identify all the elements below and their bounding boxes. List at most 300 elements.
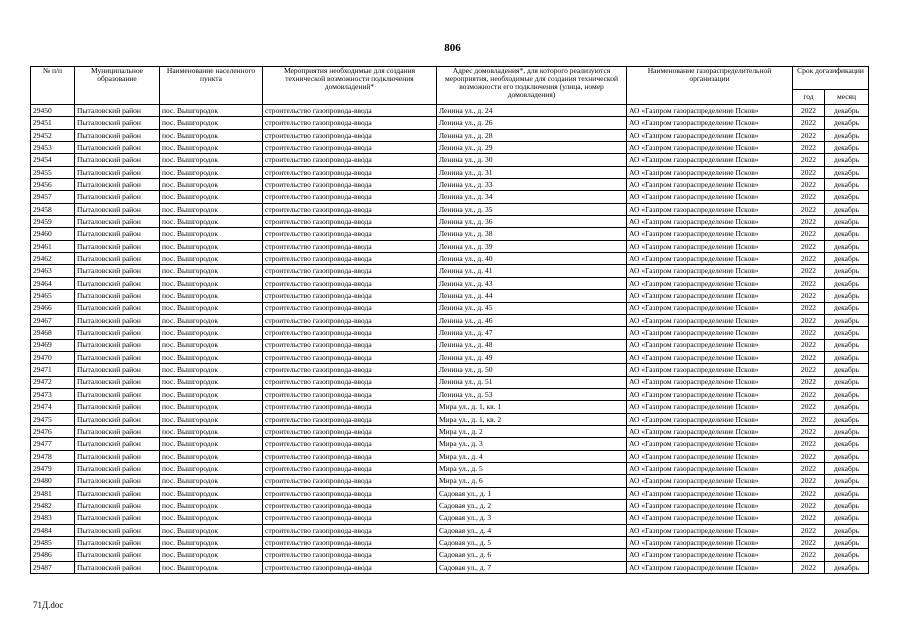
cell-organization: АО «Газпром газораспределение Псков»	[627, 401, 793, 413]
cell-organization: АО «Газпром газораспределение Псков»	[627, 475, 793, 487]
cell-municipality: Пыталовский район	[75, 351, 160, 363]
cell-organization: АО «Газпром газораспределение Псков»	[627, 561, 793, 573]
cell-num: 29457	[31, 191, 75, 203]
cell-measure: строительство газопровода-ввода	[263, 253, 437, 265]
cell-organization: АО «Газпром газораспределение Псков»	[627, 154, 793, 166]
cell-num: 29450	[31, 105, 75, 117]
cell-address: Ленина ул., д. 24	[437, 105, 627, 117]
cell-year: 2022	[793, 487, 825, 499]
table-row	[31, 105, 869, 117]
header-measures: Мероприятия необходимые для создания технической возможности подключения домовладений*	[263, 67, 437, 105]
cell-year: 2022	[793, 314, 825, 326]
cell-organization: АО «Газпром газораспределение Псков»	[627, 240, 793, 252]
cell-year: 2022	[793, 500, 825, 512]
cell-num: 29481	[31, 487, 75, 499]
cell-month: декабрь	[825, 240, 869, 252]
cell-num: 29479	[31, 462, 75, 474]
cell-month: декабрь	[825, 314, 869, 326]
cell-measure: строительство газопровода-ввода	[263, 376, 437, 388]
cell-month: декабрь	[825, 500, 869, 512]
table-row	[31, 166, 869, 178]
cell-num: 29467	[31, 314, 75, 326]
header-municipality: Муниципальное образование	[75, 67, 160, 105]
cell-measure: строительство газопровода-ввода	[263, 462, 437, 474]
table-row	[31, 512, 869, 524]
cell-measure: строительство газопровода-ввода	[263, 413, 437, 425]
cell-measure: строительство газопровода-ввода	[263, 487, 437, 499]
table-row	[31, 339, 869, 351]
cell-municipality: Пыталовский район	[75, 203, 160, 215]
cell-municipality: Пыталовский район	[75, 364, 160, 376]
cell-year: 2022	[793, 277, 825, 289]
cell-address: Садовая ул., д. 1	[437, 487, 627, 499]
cell-month: декабрь	[825, 475, 869, 487]
cell-municipality: Пыталовский район	[75, 413, 160, 425]
cell-address: Мира ул., д. 2	[437, 425, 627, 437]
cell-municipality: Пыталовский район	[75, 500, 160, 512]
cell-settlement: пос. Вышгородок	[160, 154, 263, 166]
cell-settlement: пос. Вышгородок	[160, 376, 263, 388]
cell-num: 29483	[31, 512, 75, 524]
cell-measure: строительство газопровода-ввода	[263, 425, 437, 437]
cell-num: 29480	[31, 475, 75, 487]
table-row	[31, 154, 869, 166]
cell-measure: строительство газопровода-ввода	[263, 450, 437, 462]
cell-month: декабрь	[825, 203, 869, 215]
cell-address: Садовая ул., д. 6	[437, 549, 627, 561]
cell-address: Садовая ул., д. 4	[437, 524, 627, 536]
cell-measure: строительство газопровода-ввода	[263, 351, 437, 363]
cell-measure: строительство газопровода-ввода	[263, 228, 437, 240]
table-row	[31, 290, 869, 302]
table-row	[31, 327, 869, 339]
cell-month: декабрь	[825, 327, 869, 339]
cell-settlement: пос. Вышгородок	[160, 537, 263, 549]
cell-year: 2022	[793, 475, 825, 487]
cell-address: Садовая ул., д. 7	[437, 561, 627, 573]
cell-municipality: Пыталовский район	[75, 561, 160, 573]
cell-settlement: пос. Вышгородок	[160, 339, 263, 351]
cell-measure: строительство газопровода-ввода	[263, 179, 437, 191]
cell-address: Ленина ул., д. 39	[437, 240, 627, 252]
cell-municipality: Пыталовский район	[75, 142, 160, 154]
cell-address: Ленина ул., д. 49	[437, 351, 627, 363]
cell-settlement: пос. Вышгородок	[160, 364, 263, 376]
cell-municipality: Пыталовский район	[75, 450, 160, 462]
table-row	[31, 191, 869, 203]
table-row	[31, 425, 869, 437]
cell-month: декабрь	[825, 537, 869, 549]
cell-measure: строительство газопровода-ввода	[263, 401, 437, 413]
cell-month: декабрь	[825, 561, 869, 573]
cell-year: 2022	[793, 425, 825, 437]
cell-settlement: пос. Вышгородок	[160, 314, 263, 326]
table-row	[31, 413, 869, 425]
cell-organization: АО «Газпром газораспределение Псков»	[627, 487, 793, 499]
cell-organization: АО «Газпром газораспределение Псков»	[627, 191, 793, 203]
cell-num: 29469	[31, 339, 75, 351]
cell-organization: АО «Газпром газораспределение Псков»	[627, 413, 793, 425]
cell-municipality: Пыталовский район	[75, 154, 160, 166]
cell-organization: АО «Газпром газораспределение Псков»	[627, 549, 793, 561]
cell-num: 29487	[31, 561, 75, 573]
cell-organization: АО «Газпром газораспределение Псков»	[627, 117, 793, 129]
cell-month: декабрь	[825, 388, 869, 400]
cell-month: декабрь	[825, 302, 869, 314]
cell-address: Мира ул., д. 1, кв. 2	[437, 413, 627, 425]
cell-month: декабрь	[825, 450, 869, 462]
cell-num: 29476	[31, 425, 75, 437]
cell-organization: АО «Газпром газораспределение Псков»	[627, 290, 793, 302]
cell-num: 29486	[31, 549, 75, 561]
cell-num: 29453	[31, 142, 75, 154]
cell-measure: строительство газопровода-ввода	[263, 105, 437, 117]
cell-organization: АО «Газпром газораспределение Псков»	[627, 339, 793, 351]
cell-municipality: Пыталовский район	[75, 105, 160, 117]
cell-measure: строительство газопровода-ввода	[263, 364, 437, 376]
cell-address: Ленина ул., д. 46	[437, 314, 627, 326]
cell-month: декабрь	[825, 290, 869, 302]
cell-address: Ленина ул., д. 33	[437, 179, 627, 191]
cell-organization: АО «Газпром газораспределение Псков»	[627, 142, 793, 154]
cell-month: декабрь	[825, 364, 869, 376]
cell-municipality: Пыталовский район	[75, 129, 160, 141]
cell-organization: АО «Газпром газораспределение Псков»	[627, 203, 793, 215]
cell-month: декабрь	[825, 117, 869, 129]
cell-year: 2022	[793, 105, 825, 117]
cell-municipality: Пыталовский район	[75, 277, 160, 289]
cell-address: Мира ул., д. 4	[437, 450, 627, 462]
cell-month: декабрь	[825, 425, 869, 437]
cell-year: 2022	[793, 203, 825, 215]
cell-num: 29471	[31, 364, 75, 376]
cell-settlement: пос. Вышгородок	[160, 500, 263, 512]
cell-month: декабрь	[825, 351, 869, 363]
cell-settlement: пос. Вышгородок	[160, 401, 263, 413]
table-row	[31, 302, 869, 314]
cell-municipality: Пыталовский район	[75, 228, 160, 240]
cell-settlement: пос. Вышгородок	[160, 302, 263, 314]
cell-month: декабрь	[825, 376, 869, 388]
cell-settlement: пос. Вышгородок	[160, 425, 263, 437]
cell-address: Ленина ул., д. 44	[437, 290, 627, 302]
footer-filename: 71Д.doc	[33, 600, 64, 610]
table-row	[31, 438, 869, 450]
cell-month: декабрь	[825, 228, 869, 240]
cell-num: 29456	[31, 179, 75, 191]
cell-measure: строительство газопровода-ввода	[263, 475, 437, 487]
cell-num: 29462	[31, 253, 75, 265]
table-row	[31, 216, 869, 228]
table-row	[31, 475, 869, 487]
cell-municipality: Пыталовский район	[75, 179, 160, 191]
cell-year: 2022	[793, 561, 825, 573]
cell-settlement: пос. Вышгородок	[160, 228, 263, 240]
cell-month: декабрь	[825, 277, 869, 289]
cell-organization: АО «Газпром газораспределение Псков»	[627, 512, 793, 524]
cell-num: 29458	[31, 203, 75, 215]
table-row	[31, 265, 869, 277]
cell-year: 2022	[793, 166, 825, 178]
cell-num: 29468	[31, 327, 75, 339]
cell-year: 2022	[793, 537, 825, 549]
cell-num: 29474	[31, 401, 75, 413]
cell-organization: АО «Газпром газораспределение Псков»	[627, 364, 793, 376]
header-settlement: Наименование населенного пункта	[160, 67, 263, 105]
table-row	[31, 179, 869, 191]
cell-settlement: пос. Вышгородок	[160, 105, 263, 117]
cell-municipality: Пыталовский район	[75, 290, 160, 302]
cell-address: Ленина ул., д. 53	[437, 388, 627, 400]
cell-month: декабрь	[825, 549, 869, 561]
cell-month: декабрь	[825, 512, 869, 524]
cell-year: 2022	[793, 129, 825, 141]
cell-year: 2022	[793, 462, 825, 474]
cell-address: Ленина ул., д. 47	[437, 327, 627, 339]
cell-settlement: пос. Вышгородок	[160, 487, 263, 499]
table-row	[31, 376, 869, 388]
cell-settlement: пос. Вышгородок	[160, 351, 263, 363]
cell-address: Ленина ул., д. 41	[437, 265, 627, 277]
cell-measure: строительство газопровода-ввода	[263, 154, 437, 166]
cell-year: 2022	[793, 327, 825, 339]
cell-organization: АО «Газпром газораспределение Псков»	[627, 216, 793, 228]
cell-num: 29459	[31, 216, 75, 228]
cell-organization: АО «Газпром газораспределение Псков»	[627, 450, 793, 462]
cell-municipality: Пыталовский район	[75, 512, 160, 524]
cell-settlement: пос. Вышгородок	[160, 450, 263, 462]
cell-municipality: Пыталовский район	[75, 425, 160, 437]
cell-num: 29470	[31, 351, 75, 363]
cell-settlement: пос. Вышгородок	[160, 475, 263, 487]
cell-month: декабрь	[825, 253, 869, 265]
cell-year: 2022	[793, 549, 825, 561]
cell-municipality: Пыталовский район	[75, 191, 160, 203]
cell-year: 2022	[793, 524, 825, 536]
cell-settlement: пос. Вышгородок	[160, 216, 263, 228]
cell-organization: АО «Газпром газораспределение Псков»	[627, 351, 793, 363]
table-row	[31, 351, 869, 363]
cell-year: 2022	[793, 216, 825, 228]
table-row	[31, 561, 869, 573]
cell-address: Ленина ул., д. 45	[437, 302, 627, 314]
cell-num: 29461	[31, 240, 75, 252]
cell-address: Ленина ул., д. 36	[437, 216, 627, 228]
cell-address: Садовая ул., д. 2	[437, 500, 627, 512]
cell-year: 2022	[793, 117, 825, 129]
cell-measure: строительство газопровода-ввода	[263, 549, 437, 561]
cell-address: Ленина ул., д. 40	[437, 253, 627, 265]
table-row	[31, 524, 869, 536]
cell-measure: строительство газопровода-ввода	[263, 524, 437, 536]
cell-month: декабрь	[825, 179, 869, 191]
table-row	[31, 142, 869, 154]
cell-settlement: пос. Вышгородок	[160, 413, 263, 425]
cell-organization: АО «Газпром газораспределение Псков»	[627, 314, 793, 326]
table-row	[31, 253, 869, 265]
cell-num: 29460	[31, 228, 75, 240]
cell-measure: строительство газопровода-ввода	[263, 216, 437, 228]
cell-measure: строительство газопровода-ввода	[263, 277, 437, 289]
table-row	[31, 462, 869, 474]
cell-measure: строительство газопровода-ввода	[263, 203, 437, 215]
cell-measure: строительство газопровода-ввода	[263, 290, 437, 302]
table-body	[31, 105, 869, 574]
cell-year: 2022	[793, 302, 825, 314]
cell-municipality: Пыталовский район	[75, 253, 160, 265]
cell-year: 2022	[793, 228, 825, 240]
cell-measure: строительство газопровода-ввода	[263, 166, 437, 178]
table-row	[31, 240, 869, 252]
cell-num: 29477	[31, 438, 75, 450]
cell-settlement: пос. Вышгородок	[160, 388, 263, 400]
cell-municipality: Пыталовский район	[75, 376, 160, 388]
cell-settlement: пос. Вышгородок	[160, 524, 263, 536]
cell-month: декабрь	[825, 265, 869, 277]
cell-municipality: Пыталовский район	[75, 314, 160, 326]
cell-month: декабрь	[825, 166, 869, 178]
cell-settlement: пос. Вышгородок	[160, 512, 263, 524]
gasification-table	[30, 66, 869, 574]
cell-year: 2022	[793, 191, 825, 203]
cell-num: 29455	[31, 166, 75, 178]
cell-month: декабрь	[825, 154, 869, 166]
cell-organization: АО «Газпром газораспределение Псков»	[627, 537, 793, 549]
cell-year: 2022	[793, 339, 825, 351]
cell-municipality: Пыталовский район	[75, 339, 160, 351]
cell-num: 29475	[31, 413, 75, 425]
cell-settlement: пос. Вышгородок	[160, 438, 263, 450]
cell-address: Садовая ул., д. 3	[437, 512, 627, 524]
cell-measure: строительство газопровода-ввода	[263, 512, 437, 524]
cell-municipality: Пыталовский район	[75, 240, 160, 252]
header-num: № п/п	[31, 67, 75, 105]
cell-organization: АО «Газпром газораспределение Псков»	[627, 425, 793, 437]
cell-address: Ленина ул., д. 51	[437, 376, 627, 388]
cell-measure: строительство газопровода-ввода	[263, 327, 437, 339]
cell-year: 2022	[793, 290, 825, 302]
table-row	[31, 500, 869, 512]
cell-num: 29454	[31, 154, 75, 166]
cell-year: 2022	[793, 351, 825, 363]
cell-year: 2022	[793, 388, 825, 400]
table-row	[31, 117, 869, 129]
cell-month: декабрь	[825, 401, 869, 413]
cell-organization: АО «Газпром газораспределение Псков»	[627, 129, 793, 141]
cell-settlement: пос. Вышгородок	[160, 327, 263, 339]
cell-address: Ленина ул., д. 28	[437, 129, 627, 141]
cell-settlement: пос. Вышгородок	[160, 462, 263, 474]
cell-municipality: Пыталовский район	[75, 475, 160, 487]
cell-measure: строительство газопровода-ввода	[263, 240, 437, 252]
cell-num: 29472	[31, 376, 75, 388]
cell-num: 29466	[31, 302, 75, 314]
cell-municipality: Пыталовский район	[75, 537, 160, 549]
cell-measure: строительство газопровода-ввода	[263, 388, 437, 400]
cell-month: декабрь	[825, 191, 869, 203]
cell-municipality: Пыталовский район	[75, 117, 160, 129]
cell-num: 29473	[31, 388, 75, 400]
table-row	[31, 549, 869, 561]
cell-settlement: пос. Вышгородок	[160, 290, 263, 302]
cell-num: 29484	[31, 524, 75, 536]
cell-municipality: Пыталовский район	[75, 438, 160, 450]
cell-municipality: Пыталовский район	[75, 462, 160, 474]
cell-address: Мира ул., д. 1, кв. 1	[437, 401, 627, 413]
cell-measure: строительство газопровода-ввода	[263, 537, 437, 549]
cell-settlement: пос. Вышгородок	[160, 549, 263, 561]
cell-municipality: Пыталовский район	[75, 487, 160, 499]
cell-address: Ленина ул., д. 50	[437, 364, 627, 376]
cell-address: Мира ул., д. 6	[437, 475, 627, 487]
cell-year: 2022	[793, 142, 825, 154]
cell-municipality: Пыталовский район	[75, 302, 160, 314]
cell-organization: АО «Газпром газораспределение Псков»	[627, 265, 793, 277]
table-row	[31, 203, 869, 215]
cell-measure: строительство газопровода-ввода	[263, 339, 437, 351]
cell-month: декабрь	[825, 129, 869, 141]
cell-address: Ленина ул., д. 35	[437, 203, 627, 215]
cell-organization: АО «Газпром газораспределение Псков»	[627, 524, 793, 536]
cell-organization: АО «Газпром газораспределение Псков»	[627, 327, 793, 339]
cell-organization: АО «Газпром газораспределение Псков»	[627, 105, 793, 117]
cell-settlement: пос. Вышгородок	[160, 117, 263, 129]
cell-organization: АО «Газпром газораспределение Псков»	[627, 388, 793, 400]
table-row	[31, 401, 869, 413]
cell-year: 2022	[793, 253, 825, 265]
cell-settlement: пос. Вышгородок	[160, 265, 263, 277]
cell-num: 29452	[31, 129, 75, 141]
cell-measure: строительство газопровода-ввода	[263, 265, 437, 277]
cell-settlement: пос. Вышгородок	[160, 166, 263, 178]
cell-year: 2022	[793, 265, 825, 277]
cell-month: декабрь	[825, 142, 869, 154]
table-row	[31, 129, 869, 141]
cell-measure: строительство газопровода-ввода	[263, 191, 437, 203]
header-deadline: Срок догазификации	[793, 67, 869, 90]
table-row	[31, 537, 869, 549]
cell-num: 29465	[31, 290, 75, 302]
cell-organization: АО «Газпром газораспределение Псков»	[627, 500, 793, 512]
cell-num: 29485	[31, 537, 75, 549]
cell-settlement: пос. Вышгородок	[160, 561, 263, 573]
table-row	[31, 487, 869, 499]
table-row	[31, 450, 869, 462]
cell-municipality: Пыталовский район	[75, 388, 160, 400]
page-number: 806	[444, 42, 461, 54]
cell-year: 2022	[793, 364, 825, 376]
cell-settlement: пос. Вышгородок	[160, 240, 263, 252]
cell-organization: АО «Газпром газораспределение Псков»	[627, 462, 793, 474]
cell-month: декабрь	[825, 339, 869, 351]
cell-month: декабрь	[825, 216, 869, 228]
cell-year: 2022	[793, 401, 825, 413]
cell-year: 2022	[793, 450, 825, 462]
cell-year: 2022	[793, 512, 825, 524]
cell-organization: АО «Газпром газораспределение Псков»	[627, 376, 793, 388]
table-row	[31, 314, 869, 326]
cell-num: 29482	[31, 500, 75, 512]
cell-year: 2022	[793, 179, 825, 191]
table-row	[31, 228, 869, 240]
cell-measure: строительство газопровода-ввода	[263, 500, 437, 512]
cell-municipality: Пыталовский район	[75, 327, 160, 339]
cell-measure: строительство газопровода-ввода	[263, 438, 437, 450]
cell-num: 29464	[31, 277, 75, 289]
cell-settlement: пос. Вышгородок	[160, 129, 263, 141]
cell-settlement: пос. Вышгородок	[160, 203, 263, 215]
cell-address: Ленина ул., д. 43	[437, 277, 627, 289]
